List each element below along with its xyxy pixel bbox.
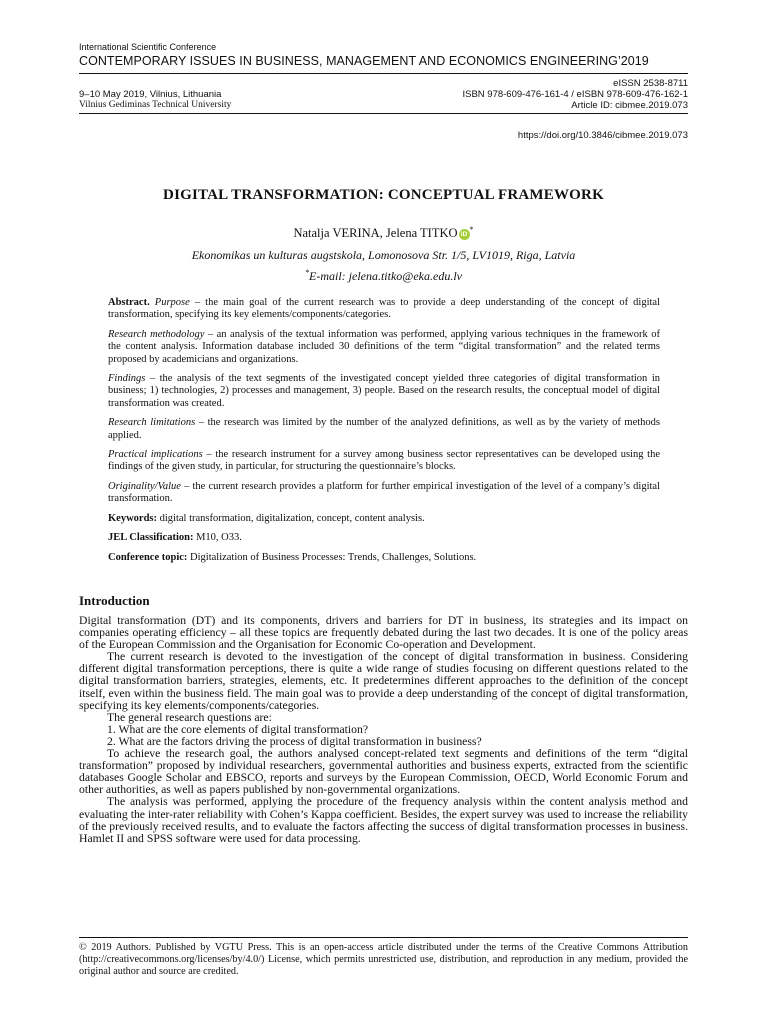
date-place: 9–10 May 2019, Vilnius, Lithuania bbox=[79, 89, 222, 100]
affiliation: Ekonomikas un kulturas augstskola, Lomonosova Str. 1/5, LV1019, Riga, Latvia bbox=[191, 248, 576, 262]
header-rule-bottom bbox=[79, 113, 688, 114]
paragraph: The general research questions are: bbox=[107, 710, 272, 724]
abstract-findings: Findings – the analysis of the text segments of the investigated concept yielded three categories of digital transformation in business; 1) technologies, 2) processes and management, 3) people. Based on the research results, the conceptual model of digital transformation was created. bbox=[108, 373, 660, 409]
paper-title: DIGITAL TRANSFORMATION: CONCEPTUAL FRAMEWORK bbox=[163, 187, 604, 203]
conference-meta bbox=[79, 89, 231, 111]
keywords: Keywords: digital transformation, digitalization, concept, content analysis. bbox=[108, 512, 425, 524]
abstract bbox=[108, 297, 660, 571]
jel-classification: JEL Classification: M10, O33. bbox=[108, 532, 242, 544]
abstract-purpose: Abstract. Purpose – the main goal of the current research was to provide a deep understanding of the concept of digital transformation, specifying its key elements/components/categories. bbox=[108, 297, 661, 321]
orcid-icon[interactable]: iD bbox=[459, 229, 470, 240]
paragraph: Digital transformation (DT) and its components, drivers and barriers for DT in business, its strategies and its impact on companies operating efficiency – all these topics are frequently debated during the last two decades. It is one of the policy areas of the European Commission and the Organisation for Economic Co-operation and Development. bbox=[79, 614, 688, 652]
paragraph: The analysis was performed, applying the procedure of the frequency analysis within the content analysis method and evaluating the inter-rater reliability with Cohen’s Kappa coefficient. Besides, the expert survey was used to increase the reliability of the previously received results, and to evaluate the factors affecting the success of digital transformation processes in business. Hamlet II and SPSS software were used for data processing. bbox=[79, 795, 688, 845]
conference-label: International Scientific Conference bbox=[79, 42, 217, 52]
email: E-mail: jelena.titko@eka.edu.lv bbox=[309, 269, 462, 283]
article-id: Article ID: cibmee.2019.073 bbox=[571, 100, 688, 111]
abstract-originality: Originality/Value – the current research provides a platform for further empirical investigation of the level of a company’s digital transformation. bbox=[108, 480, 660, 505]
doi-link[interactable]: https://doi.org/10.3846/cibmee.2019.073 bbox=[517, 130, 688, 141]
research-question-2: 2. What are the factors driving the process of digital transformation in business? bbox=[107, 734, 482, 748]
abstract-limitations: Research limitations – the research was limited by the number of the analyzed definitions, as well as by the variety of methods applied. bbox=[108, 417, 661, 441]
conference-title: CONTEMPORARY ISSUES IN BUSINESS, MANAGEMENT AND ECONOMICS ENGINEERING’2019 bbox=[79, 54, 649, 68]
paragraph: The current research is devoted to the investigation of the concept of digital transformation in business. Considering different digital transformation perceptions, there is quite a wide range of studies focusing on different questions related to the digital transformation barriers, strategies, elements, etc. It predetermines different approaches to the definition of the concept itself, even within the business field. The main goal was to provide a deep understanding of the concept of digital transformation, specifying its key elements/components/categories. bbox=[79, 650, 688, 712]
footer-rule bbox=[79, 937, 688, 938]
isbn: ISBN 978-609-476-161-4 / eISBN 978-609-476-162-1 bbox=[462, 89, 688, 100]
eissn: eISSN 2538-8711 bbox=[613, 78, 688, 89]
research-question-1: 1. What are the core elements of digital transformation? bbox=[107, 722, 369, 736]
publication-ids bbox=[462, 78, 688, 111]
email-line bbox=[79, 268, 688, 284]
abstract-practical: Practical implications – the research instrument for a survey among business sector representatives can be developed using the findings of the given study, in particular, for structuring the questionnaire’s blocks. bbox=[108, 449, 660, 473]
conference-topic: Conference topic: Digitalization of Business Processes: Trends, Challenges, Solutions. bbox=[108, 551, 477, 563]
section-heading-introduction: Introduction bbox=[79, 593, 150, 608]
license-footer: © 2019 Authors. Published by VGTU Press. This is an open-access article distributed under the terms of the Creative Commons Attribution (http://creativecommons.org/licenses/by/4.0/) License, which permits unrestricted use, distribution, and reproduction in any medium, provided the original author and source are credited. bbox=[79, 942, 688, 977]
paragraph: To achieve the research goal, the authors analysed concept-related text segments and definitions of the term “digital transformation” proposed by individual researchers, governmental authorities and business experts, extracted from the scientific databases Google Scholar and EBSCO, reports and surveys by the European Commission, OECD, World Economic Forum and other authorities, as well as papers published by non-governmental organizations. bbox=[79, 747, 688, 797]
university: Vilnius Gediminas Technical University bbox=[79, 100, 232, 110]
abstract-methodology: Research methodology – an analysis of the textual information was performed, applying various techniques in the framework of the content analysis. Information database included 30 definitions of the term “digital transformation” and the related terms proposed by academicians and organizations. bbox=[108, 328, 660, 365]
email-mark: * bbox=[305, 268, 309, 277]
introduction-body bbox=[79, 615, 688, 845]
author-names: Natalja VERINA, Jelena TITKO bbox=[293, 226, 458, 240]
authors bbox=[79, 225, 688, 241]
header-rule-top bbox=[79, 73, 688, 74]
author-mark: * bbox=[469, 225, 474, 234]
abstract-label: Abstract. bbox=[108, 297, 150, 308]
